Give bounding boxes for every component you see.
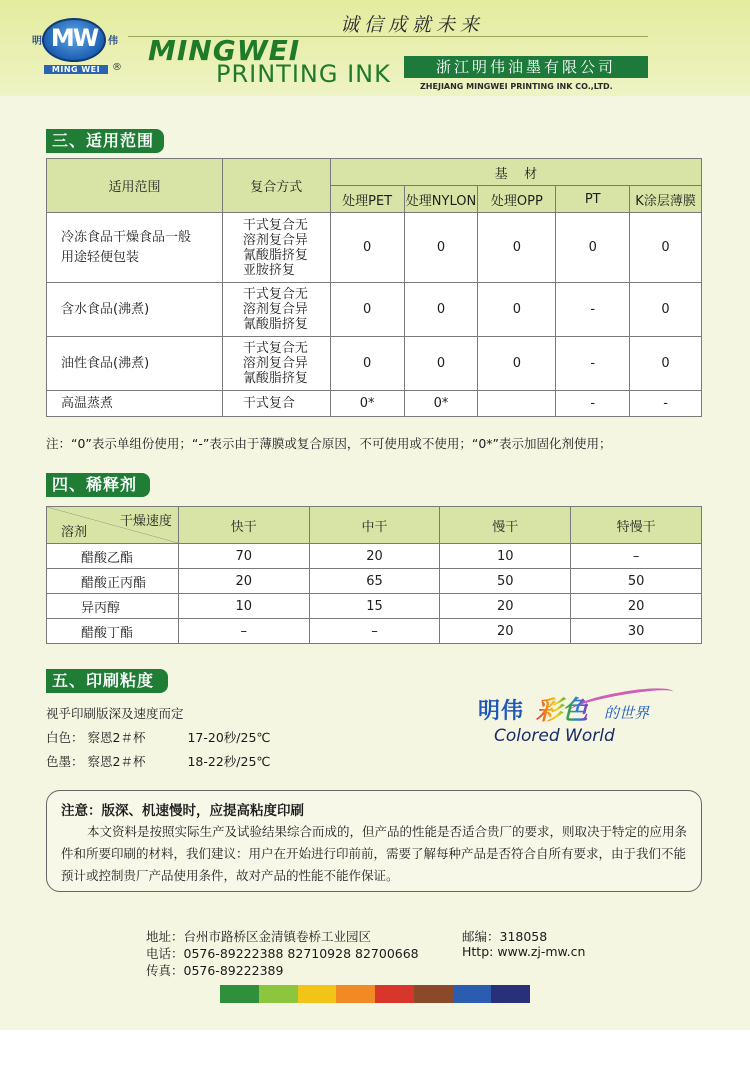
colored-world-caise: 彩色 — [536, 690, 588, 727]
value-cell: 0 — [478, 337, 556, 391]
corner-speed-label: 干燥速度 — [119, 514, 172, 529]
method-cell — [222, 213, 330, 283]
section-title-diluent: 四、稀释剂 — [46, 473, 150, 497]
method-line: 溶剂复合异 — [242, 356, 308, 371]
value-cell: 30 — [571, 619, 702, 644]
value-cell: 50 — [440, 569, 571, 594]
value-cell: 20 — [178, 569, 309, 594]
colored-world-shijie: 的世界 — [604, 704, 650, 722]
value-cell: 0 — [630, 213, 702, 283]
solvent-cell: 醋酸正丙酯 — [47, 569, 179, 594]
value-cell: 20 — [309, 544, 440, 569]
viscosity-range: 18-22秒/25℃ — [187, 754, 271, 769]
value-cell: 20 — [571, 594, 702, 619]
header — [0, 0, 750, 96]
notice-body: 本文资料是按照实际生产及试验结果综合而成的，但产品的性能是否适合贵厂的要求，则取决于特定的应用条件和所要印刷的材料，我们建议：用户在开始进行印前前，需要了解每种产品是否符合自所有要求，由于我们不能预计或控制贵厂产品使用条件，故对产品的性能不能作保证。 — [61, 824, 688, 883]
table-row — [47, 391, 702, 417]
color-swatch — [453, 985, 492, 1003]
table-row — [47, 569, 702, 594]
viscosity-row-white — [46, 728, 270, 746]
table-row — [47, 337, 702, 391]
scope-cell — [47, 213, 223, 283]
scope-cell: 油性食品(沸煮) — [47, 337, 223, 391]
corner-header — [47, 507, 179, 544]
scope-cell: 高温蒸煮 — [47, 391, 223, 417]
brand-name: MINGWEI — [148, 34, 301, 67]
header-scope: 适用范围 — [47, 159, 223, 213]
method-line: 干式复合无 — [242, 341, 308, 356]
value-cell: - — [630, 391, 702, 417]
value-cell: 65 — [309, 569, 440, 594]
method-line: 溶剂复合异 — [242, 302, 308, 317]
viscosity-row-color — [46, 752, 270, 770]
method-line: 干式复合无 — [242, 287, 308, 302]
value-cell: - — [556, 283, 630, 337]
contact-fax: 传真：0576-89222389 — [146, 963, 284, 978]
value-cell: 0* — [330, 391, 404, 417]
speed-medium: 中干 — [309, 507, 440, 544]
value-cell: 0 — [404, 213, 478, 283]
value-cell: 0 — [478, 213, 556, 283]
logo-char-right: 伟 — [108, 36, 118, 47]
value-cell: – — [571, 544, 702, 569]
color-swatch — [491, 985, 530, 1003]
speed-extra-slow: 特慢干 — [571, 507, 702, 544]
color-swatch — [259, 985, 298, 1003]
contact-address: 地址：台州市路桥区金清镇卷桥工业园区 — [146, 929, 372, 944]
method-line: 亚胺挤复 — [242, 262, 295, 278]
table-row — [47, 283, 702, 337]
value-cell: 10 — [440, 544, 571, 569]
section-title-scope: 三、适用范围 — [46, 129, 164, 153]
method-line: 干式复合 — [242, 396, 295, 411]
header-substrate: 基 材 — [330, 159, 701, 186]
viscosity-range: 17-20秒/25℃ — [187, 730, 271, 745]
section-title-viscosity: 五、印刷粘度 — [46, 669, 168, 693]
contact-phone: 电话：0576-89222388 82710928 82700668 — [146, 946, 419, 961]
substrate-k-coated: K涂层薄膜 — [630, 186, 702, 213]
colored-world-english: Colored World — [494, 726, 615, 746]
corner-solvent-label: 溶剂 — [61, 525, 88, 540]
viscosity-color: 白色： — [46, 730, 84, 745]
method-line: 干式复合无 — [242, 217, 308, 233]
value-cell: 0 — [556, 213, 630, 283]
scope-cell: 含水食品(沸煮) — [47, 283, 223, 337]
brand-tagline: PRINTING INK — [216, 60, 391, 88]
color-swatch — [375, 985, 414, 1003]
value-cell — [478, 391, 556, 417]
color-bar — [220, 985, 530, 1003]
table-row — [47, 544, 702, 569]
color-swatch — [414, 985, 453, 1003]
company-name-en: ZHEJIANG MINGWEI PRINTING INK CO.,LTD. — [420, 82, 613, 91]
value-cell: 0 — [404, 337, 478, 391]
value-cell: 20 — [440, 619, 571, 644]
value-cell: - — [556, 391, 630, 417]
table-row — [47, 213, 702, 283]
logo-char-left: 明 — [32, 36, 42, 47]
viscosity-intro: 视乎印刷版深及速度而定 — [46, 706, 184, 721]
contact-website[interactable]: Http: www.zj-mw.cn — [462, 944, 586, 959]
method-line: 氰酸脂挤复 — [242, 317, 308, 332]
color-swatch — [298, 985, 337, 1003]
color-swatch — [220, 985, 259, 1003]
value-cell: 0 — [478, 283, 556, 337]
viscosity-cup: 察恩2＃杯 — [87, 730, 146, 745]
colored-world-logo — [478, 690, 678, 750]
color-swatch — [336, 985, 375, 1003]
registered-mark: ® — [112, 62, 122, 73]
solvent-cell: 醋酸丁酯 — [47, 619, 179, 644]
value-cell: 10 — [178, 594, 309, 619]
substrate-pt: PT — [556, 186, 630, 213]
method-cell — [222, 337, 330, 391]
page-margin — [0, 1030, 750, 1070]
method-line: 溶剂复合异 — [242, 232, 308, 248]
substrate-pet: 处理PET — [330, 186, 404, 213]
slogan: 诚信成就未来 — [340, 14, 485, 36]
value-cell: 70 — [178, 544, 309, 569]
substrate-nylon: 处理NYLON — [404, 186, 478, 213]
value-cell: 0 — [330, 213, 404, 283]
value-cell: 0 — [630, 337, 702, 391]
diluent-table — [46, 506, 702, 644]
application-scope-table — [46, 158, 702, 417]
method-line: 氰酸脂挤复 — [242, 247, 308, 263]
solvent-cell: 异丙醇 — [47, 594, 179, 619]
value-cell: – — [178, 619, 309, 644]
value-cell: 0 — [404, 283, 478, 337]
table-row — [47, 619, 702, 644]
method-cell — [222, 283, 330, 337]
table-row — [47, 594, 702, 619]
logo-subtitle: MING WEI — [44, 65, 108, 74]
value-cell: 0 — [630, 283, 702, 337]
value-cell: 15 — [309, 594, 440, 619]
company-logo — [32, 18, 122, 80]
method-cell — [222, 391, 330, 417]
value-cell: – — [309, 619, 440, 644]
value-cell: - — [556, 337, 630, 391]
value-cell: 0* — [404, 391, 478, 417]
contact-postcode: 邮编：318058 — [462, 929, 548, 944]
solvent-cell: 醋酸乙酯 — [47, 544, 179, 569]
scope-text: 冷冻食品干燥食品一般用途轻便包装 — [61, 229, 192, 265]
logo-mark: MW — [50, 24, 98, 52]
colored-world-mingwei: 明伟 — [478, 699, 525, 724]
viscosity-cup: 察恩2＃杯 — [87, 754, 146, 769]
header-method: 复合方式 — [222, 159, 330, 213]
substrate-opp: 处理OPP — [478, 186, 556, 213]
viscosity-color: 色墨： — [46, 754, 84, 769]
speed-fast: 快干 — [178, 507, 309, 544]
company-name-cn: 浙江明伟油墨有限公司 — [404, 56, 648, 78]
speed-slow: 慢干 — [440, 507, 571, 544]
method-line: 氰酸脂挤复 — [242, 371, 308, 386]
scope-legend-note: 注：“0”表示单组份使用；“-”表示由于薄膜或复合原因，不可使用或不使用；“0*”表示加固化剂使用； — [46, 436, 612, 451]
value-cell: 20 — [440, 594, 571, 619]
notice-box — [46, 790, 702, 892]
notice-heading: 注意：版深、机速慢时，应提高粘度印刷 — [61, 803, 304, 819]
value-cell: 50 — [571, 569, 702, 594]
value-cell: 0 — [330, 283, 404, 337]
value-cell: 0 — [330, 337, 404, 391]
corner-diagonal — [47, 507, 178, 543]
